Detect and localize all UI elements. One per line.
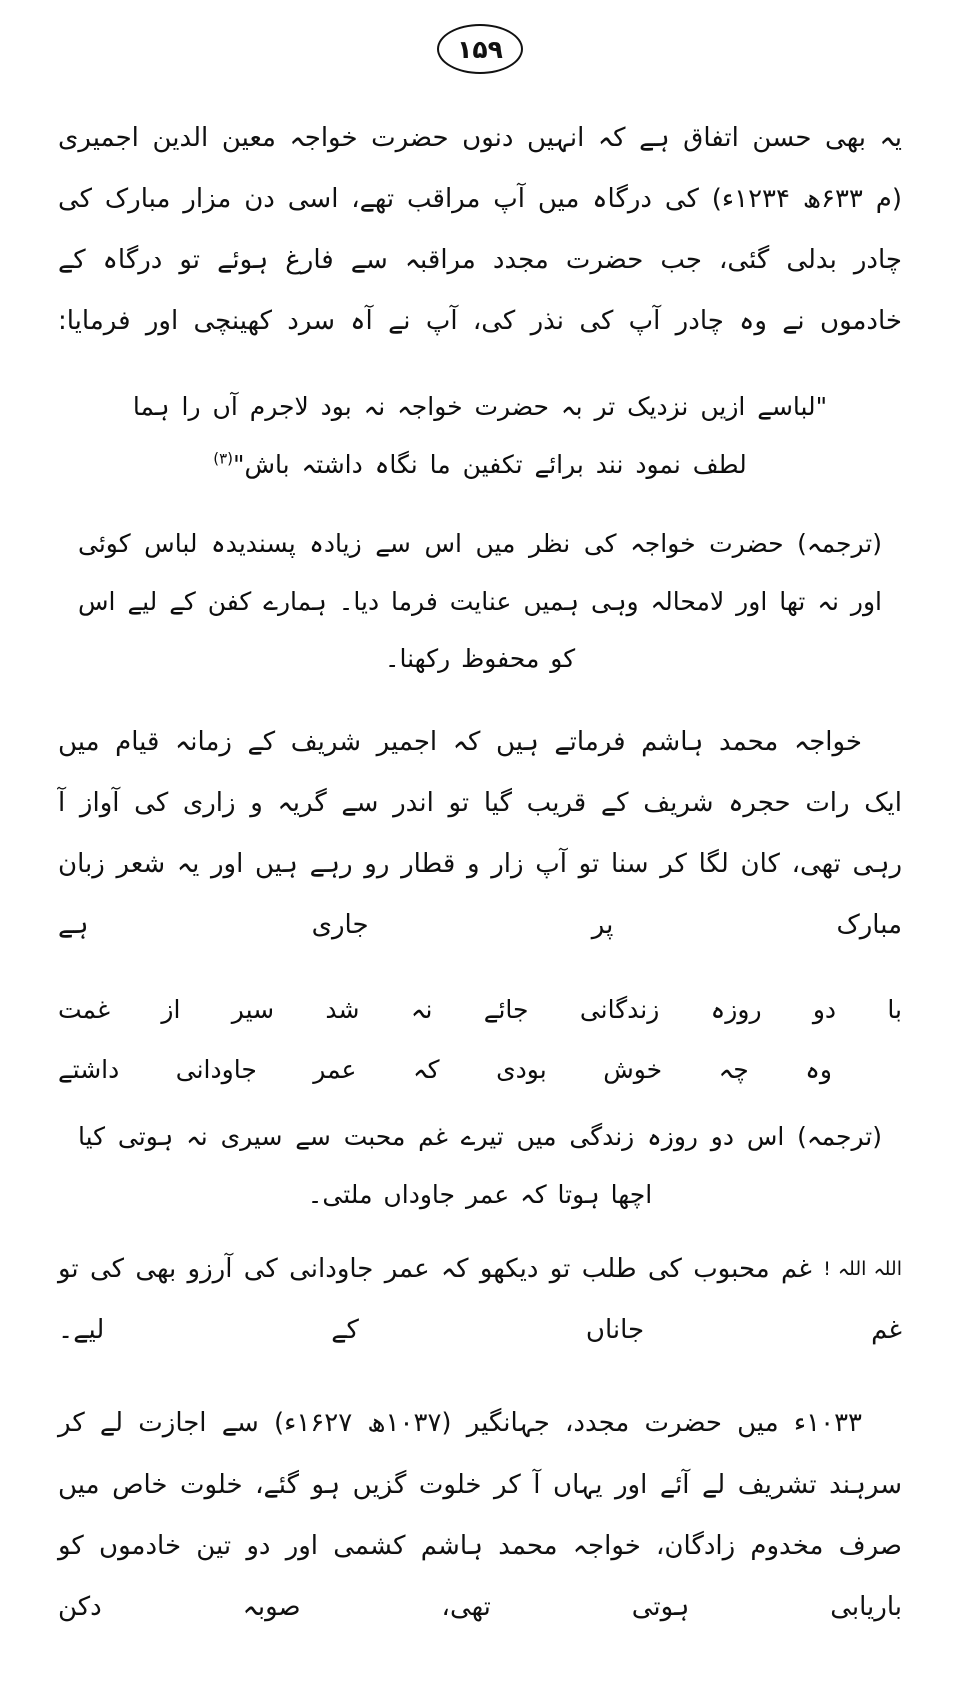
paragraph-1: یہ بھی حسن اتفاق ہے کہ انہیں دنوں حضرت خواجہ معین الدین اجمیری (م ۶۳۳ھ ۱۲۳۴ء) کی درگاہ میں آپ مراقب تھے، اسی دن مزار مبارک کی چادر بدلی گئی، جب حضرت مجدد مراقبہ سے فارغ ہوئے تو درگاہ کے خادموں نے وہ چادر آپ کی نذر کی، آپ نے آہ سرد کھینچی اور فرمایا: <box>58 123 902 337</box>
quote-line-2-text: لطف نمود نند برائے تکفین ما نگاہ داشتہ باش" <box>232 449 747 479</box>
persian-verse-1 <box>58 980 902 1100</box>
paragraph-3 <box>58 1239 902 1361</box>
page-number: ۱۵۹ <box>437 24 523 74</box>
paragraph-2: خواجہ محمد ہاشم فرماتے ہیں کہ اجمیر شریف کے زمانہ قیام میں ایک رات حجرہ شریف کے قریب گیا تو اندر سے گریہ و زاری کی آواز آ رہی تھی، کان لگا کر سنا تو آپ زار و قطار رو رہے ہیں اور یہ شعر زبان مبارک پر جاری ہے <box>58 726 902 941</box>
quote-reference: (۳) <box>213 449 233 468</box>
spacer <box>58 1367 902 1393</box>
verse-line-2: وہ چہ خوش بودی کہ عمر جاودانی داشتے <box>58 1055 832 1085</box>
translation-2: (ترجمہ) اس دو روزہ زندگی میں تیرے غم محبت سے سیری نہ ہوتی کیا اچھا ہوتا کہ عمر جاوداں ملتی۔ <box>78 1122 882 1209</box>
spacer <box>58 694 902 712</box>
paragraph-3-text: غم محبوب کی طلب تو دیکھو کہ عمر جاودانی کی آرزو بھی کی تو غم جاناں کے لیے۔ <box>58 1254 902 1346</box>
page-body <box>58 108 902 1638</box>
verse-line-1: با دو روزہ زندگانی جائے نہ شد سیر از غمت <box>58 995 902 1025</box>
paragraph-4: ۱۰۳۳ء میں حضرت مجدد، جہانگیر (۱۰۳۷ھ ۱۶۲۷ء) سے اجازت لے کر سرہند تشریف لے آئے اور یہاں آ کر خلوت گزیں ہو گئے، خلوت خاص میں صرف مخدوم زادگان، خواجہ محمد ہاشم کشمی اور دو تین خادموں کو باریابی ہوتی تھی، صوبہ دکن <box>58 1408 902 1622</box>
spacer <box>58 962 902 972</box>
persian-quote-1 <box>58 378 902 493</box>
spacer <box>58 358 902 368</box>
invocation-lead: اللہ اللہ ! <box>823 1258 902 1281</box>
spacer <box>58 501 902 511</box>
quote-line-2 <box>58 436 902 494</box>
spacer <box>58 1229 902 1239</box>
page-number-container <box>58 0 902 108</box>
quote-line-1: "لباسے ازیں نزدیک تر بہ حضرت خواجہ نہ بود لاجرم آں را ہما <box>132 392 828 422</box>
translation-1: (ترجمہ) حضرت خواجہ کی نظر میں اس سے زیادہ پسندیدہ لباس کوئی اور نہ تھا اور لامحالہ وہی ہمیں عنایت فرما دیا۔ ہمارے کفن کے لیے اس کو محفوظ رکھنا۔ <box>78 529 882 674</box>
